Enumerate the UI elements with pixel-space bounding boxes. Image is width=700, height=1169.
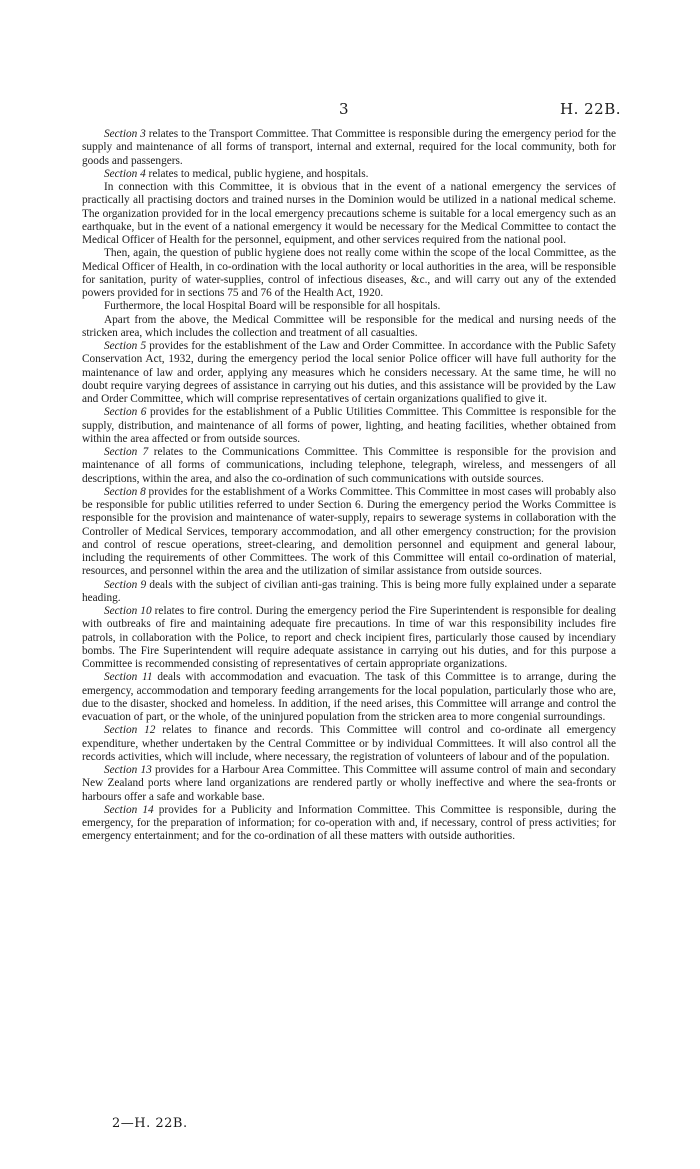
paragraph-text: Apart from the above, the Medical Committee will be responsible for the medical and nursing needs of the stricken area, which includes the collection and treatment of all casualties. bbox=[82, 313, 616, 339]
body-text bbox=[82, 128, 616, 844]
paragraph bbox=[82, 579, 616, 606]
paragraph-text: In connection with this Committee, it is obvious that in the event of a national emergency the services of practically all practising doctors and trained nurses in the Dominion would be utilized in a national medical scheme. The organization provided for in the local emergency precautions scheme is suitable for a local emergency such as an earthquake, but in the event of a national emergency it would be necessary for the Medical Committee to contact the Medical Officer of Health for the personnel, equipment, and other services required from the national pool. bbox=[82, 181, 616, 246]
section-reference: Section 13 bbox=[104, 764, 152, 776]
section-reference: Section 10 bbox=[104, 605, 152, 617]
paragraph-text: provides for a Publicity and Information Committee. This Committee is responsible, during the emergency, for the preparation of information; for co-operation with and, if necessary, control of press activities; for emergency entertainment; and for the co-ordination of all these matters with outside authorities. bbox=[82, 803, 616, 843]
paragraph bbox=[82, 168, 616, 181]
section-reference: Section 14 bbox=[104, 803, 154, 816]
section-reference: Section 3 bbox=[104, 128, 146, 140]
paragraph-text: provides for the establishment of a Public Utilities Committee. This Committee is responsible for the supply, distribution, and maintenance of all forms of power, lighting, and heating facilities, whether obtained from within the area affected or from outside sources. bbox=[82, 406, 616, 445]
paragraph bbox=[82, 671, 616, 724]
section-reference: Section 11 bbox=[104, 671, 153, 684]
section-reference: Section 8 bbox=[104, 485, 146, 498]
section-reference: Section 6 bbox=[104, 406, 147, 419]
paragraph bbox=[82, 300, 616, 313]
paragraph bbox=[82, 804, 616, 844]
paragraph bbox=[82, 128, 616, 168]
section-reference: Section 4 bbox=[104, 167, 146, 180]
paragraph bbox=[82, 181, 616, 247]
paragraph-text: deals with accommodation and evacuation. The task of this Committee is to arrange, during the emergency, accommodation and temporary feeding arrangements for the local population, particularly those who are, due to the disaster, shocked and homeless. In addition, if the need arises, this Committee will arrange and control the evacuation of part, or the whole, of the uninjured population from the stricken area to more congenial surroundings. bbox=[82, 671, 616, 723]
paragraph bbox=[82, 446, 616, 486]
section-reference: Section 5 bbox=[104, 340, 147, 352]
paragraph-text: relates to fire control. During the emergency period the Fire Superintendent is responsible for dealing with outbreaks of fire and maintaining adequate fire precautions. In time of war this responsibility includes fire patrols, in collaboration with the Police, to report and check incipient fires, particularly those caused by incendiary bombs. The Fire Superintendent will require adequate assistance in carrying out his duties, and for this purpose a Committee is recommended consisting of representatives of certain appropriate organizations. bbox=[82, 605, 616, 670]
paragraph bbox=[82, 314, 616, 341]
page-number: 3 bbox=[339, 100, 349, 118]
page-signature: 2—H. 22B. bbox=[112, 1116, 188, 1131]
paragraph bbox=[82, 764, 616, 804]
paragraph-text: provides for the establishment of a Works Committee. This Committee in most cases will probably also be responsible for public utilities referred to under Section 6. During the emergency period the Works Committee is responsible for the provision and maintenance of water-supply, repairs to sewerage systems in collaboration with the Controller of Medical Services, temporary accommodation, and all other emergency construction; for the provision and control of rescue operations, street-clearing, and demolition personnel and equipment and general labour, including the requirements of other Committees. The work of this Committee will entail co-ordination of material, resources, and personnel within the area and the utilization of similar assistance from outside sources. bbox=[82, 485, 616, 578]
paragraph-text: deals with the subject of civilian anti-gas training. This is being more fully explained under a separate heading. bbox=[82, 578, 616, 604]
paragraph-text: Furthermore, the local Hospital Board will be responsible for all hospitals. bbox=[104, 300, 441, 313]
page-header bbox=[0, 100, 700, 120]
section-reference: Section 9 bbox=[104, 578, 147, 591]
paragraph bbox=[82, 340, 616, 406]
section-reference: Section 7 bbox=[104, 446, 149, 458]
paragraph-text: provides for a Harbour Area Committee. This Committee will assume control of main and secondary New Zealand ports where land organizations are rendered partly or wholly ineffective and where the sea-fronts or harbours offer a safe and workable base. bbox=[82, 764, 616, 803]
section-reference: Section 12 bbox=[104, 724, 156, 737]
paragraph-text: provides for the establishment of the Law and Order Committee. In accordance with the Public Safety Conservation Act, 1932, during the emergency period the local senior Police officer will have full authority for the maintenance of law and order, applying any measures which he considers necessary. At the same time, he will no doubt require varying degrees of assistance in carrying out his duties, and this assistance will be provided by the Law and Order Committee, which will comprise representatives of certain organizations qualified to give it. bbox=[82, 340, 616, 405]
paragraph-text: relates to the Communications Committee. This Committee is responsible for the provision and maintenance of all forms of communications, including telephone, telegraph, wireless, and messengers of all descriptions, within the area, and also the co-ordination of such communications with outside sources. bbox=[82, 446, 616, 485]
document-reference: H. 22B. bbox=[560, 100, 621, 118]
paragraph bbox=[82, 486, 616, 579]
paragraph bbox=[82, 406, 616, 446]
paragraph-text: relates to medical, public hygiene, and hospitals. bbox=[145, 167, 369, 180]
paragraph-text: relates to the Transport Committee. That Committee is responsible during the emergency period for the supply and maintenance of all forms of transport, internal and external, required for the local community, both for goods and passengers. bbox=[82, 128, 616, 167]
paragraph-text: Then, again, the question of public hygiene does not really come within the scope of the local Committee, as the Medical Officer of Health, in co-ordination with the local authority or local authorities in the area, will be responsible for sanitation, purity of water-supplies, control of infectious diseases, &c., and will carry out any of the extended powers provided for in sections 75 and 76 of the Health Act, 1920. bbox=[82, 247, 616, 299]
paragraph-text: relates to finance and records. This Committee will control and co-ordinate all emergency expenditure, whether undertaken by the Central Committee or by individual Committees. It will also control all the records activities, which will include, where necessary, the registration of volunteers of labour and of the population. bbox=[82, 724, 617, 763]
paragraph bbox=[82, 247, 616, 300]
paragraph bbox=[82, 605, 616, 671]
paragraph bbox=[82, 724, 616, 764]
